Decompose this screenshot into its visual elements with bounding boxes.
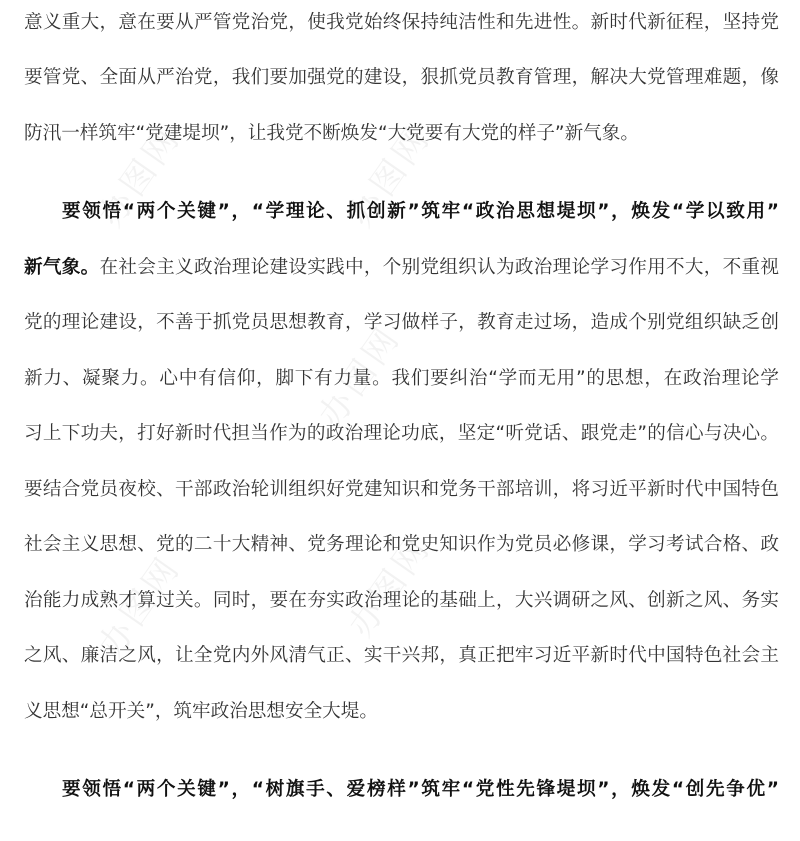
watermark: 办图网 xyxy=(340,118,439,235)
watermark: 办图网 xyxy=(310,318,409,435)
watermark: 办图网 xyxy=(90,118,189,235)
section-heading: 新气象。 xyxy=(24,256,100,278)
line-text: 要结合党员夜校、干部政治轮训组织好党建知识和党务干部培训，将习近平新时代中国特色 xyxy=(24,478,779,500)
line-text: 新力、凝聚力。心中有信仰，脚下有力量。我们要纠治“学而无用”的思想，在政治理论学 xyxy=(24,367,779,389)
watermark: 办图网 xyxy=(340,528,439,645)
line-text: 在社会主义政治理论建设实践中，个别党组织认为政治理论学习作用不大，不重视 xyxy=(99,256,779,278)
line-text: 之风、廉洁之风，让全党内外风清气正、实干兴邦，真正把牢习近平新时代中国特色社会主 xyxy=(24,645,779,666)
section-heading-line xyxy=(24,184,779,240)
text-line xyxy=(24,351,779,407)
text-line xyxy=(24,0,779,50)
line-text: 习上下功夫，打好新时代担当作为的政治理论功底，坚定“听党话、跟党走”的信心与决心。 xyxy=(24,423,779,444)
text-line xyxy=(24,106,779,162)
text-line xyxy=(24,406,779,462)
line-text: 党的理论建设，不善于抓党员思想教育，学习做样子，教育走过场，造成个别党组织缺乏创 xyxy=(24,312,779,333)
section-heading: 要领悟“两个关键”，“树旗手、爱榜样”筑牢“党性先锋堤坝”，焕发“创先争优” xyxy=(62,779,779,800)
section-heading: 要领悟“两个关键”，“学理论、抓创新”筑牢“政治思想堤坝”，焕发“学以致用” xyxy=(62,201,779,222)
paragraph-2 xyxy=(24,184,779,739)
line-text: 义思想“总开关”，筑牢政治思想安全大堤。 xyxy=(24,700,378,722)
paragraph-3 xyxy=(24,762,779,818)
text-line xyxy=(24,50,779,106)
paragraph-1 xyxy=(24,0,779,161)
text-line xyxy=(24,684,779,740)
line-text: 意义重大，意在要从严管党治党，使我党始终保持纯洁性和先进性。新时代新征程，坚持党 xyxy=(24,11,779,33)
document-body xyxy=(24,0,779,841)
line-text: 防汛一样筑牢“党建堤坝”，让我党不断焕发“大党要有大党的样子”新气象。 xyxy=(24,122,639,144)
text-line xyxy=(24,462,779,518)
text-line xyxy=(24,240,779,296)
text-line xyxy=(24,517,779,573)
section-heading-line xyxy=(24,762,779,818)
line-text: 社会主义思想、党的二十大精神、党务理论和党史知识作为党员必修课，学习考试合格、政 xyxy=(24,534,779,555)
line-text: 要管党、全面从严治党，我们要加强党的建设，狠抓党员教育管理，解决大党管理难题，像 xyxy=(24,67,779,88)
text-line xyxy=(24,573,779,629)
text-line xyxy=(24,628,779,684)
text-line xyxy=(24,295,779,351)
line-text: 治能力成熟才算过关。同时，要在夯实政治理论的基础上，大兴调研之风、创新之风、务实 xyxy=(24,589,779,611)
watermark: 办图网 xyxy=(90,548,189,665)
